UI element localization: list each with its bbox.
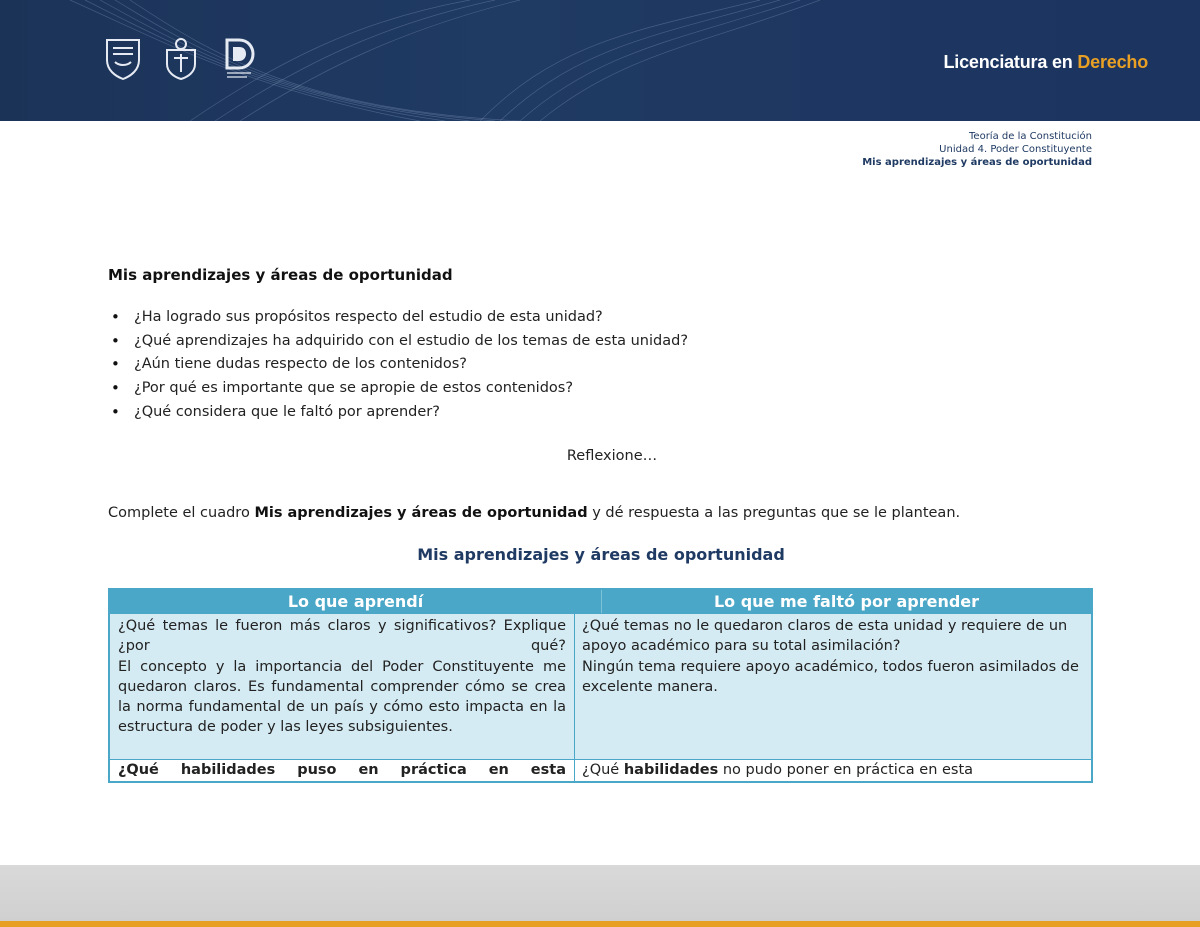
list-item: • ¿Por qué es importante que se apropie de estos contenidos? xyxy=(108,377,688,401)
reflect-text: Reflexione… xyxy=(566,448,658,464)
instruction-paragraph xyxy=(108,505,960,521)
footer-accent-bar xyxy=(0,921,1200,927)
reflect-prompt xyxy=(0,448,1200,464)
table-header-learned: Lo que aprendí xyxy=(110,590,602,613)
learned-question: ¿Qué temas le fueron más claros y significativos? Explique ¿por qué? xyxy=(118,618,566,655)
table-title-text: Mis aprendizajes y áreas de oportunidad xyxy=(417,545,785,564)
program-title xyxy=(944,52,1149,73)
missing-question: ¿Qué temas no le quedaron claros de esta unidad y requiere de un apoyo académico para su total asimilación? xyxy=(582,618,1068,655)
list-item: • ¿Qué considera que le faltó por aprender? xyxy=(108,401,688,425)
program-title-prefix: Licenciatura en xyxy=(943,52,1078,72)
learned-cell xyxy=(110,614,575,759)
reflection-questions-list xyxy=(108,306,688,425)
missing-cell xyxy=(575,614,1091,759)
program-title-accent: Derecho xyxy=(1077,52,1148,72)
learning-table xyxy=(108,588,1093,783)
table-row xyxy=(110,759,1091,781)
fes-crest-logo xyxy=(161,36,201,80)
table-row xyxy=(110,613,1091,759)
learned-answer: El concepto y la importancia del Poder Constituyente me quedaron claros. Es fundamental comprender cómo se crea la norma fundamental de un país y cómo esto impacta en la estructura de poder y las leyes subsiguientes. xyxy=(118,658,566,736)
breadcrumb-course: Teoría de la Constitución xyxy=(969,131,1092,142)
division-educacion-distancia-logo xyxy=(219,36,259,80)
skills-missing-post: no pudo poner en práctica en esta xyxy=(718,762,974,778)
skills-missing-pre: ¿Qué xyxy=(582,762,624,778)
list-item: • ¿Aún tiene dudas respecto de los contenidos? xyxy=(108,353,688,377)
table-header-row xyxy=(110,590,1091,613)
breadcrumb xyxy=(862,130,1092,169)
breadcrumb-unit: Unidad 4. Poder Constituyente xyxy=(939,144,1092,155)
unam-crest-logo xyxy=(103,36,143,80)
table-header-missing: Lo que me faltó por aprender xyxy=(602,590,1091,613)
skills-used-question: ¿Qué habilidades puso en práctica en esta xyxy=(110,760,575,781)
footer-band xyxy=(0,865,1200,927)
list-item: • ¿Ha logrado sus propósitos respecto del estudio de esta unidad? xyxy=(108,306,688,330)
instruction-bold: Mis aprendizajes y áreas de oportunidad xyxy=(254,505,588,521)
skills-missing-bold: habilidades xyxy=(623,762,719,778)
institution-logos xyxy=(103,36,259,80)
missing-answer: Ningún tema requiere apoyo académico, todos fueron asimilados de excelente manera. xyxy=(582,658,1079,695)
section-heading: Mis aprendizajes y áreas de oportunidad xyxy=(108,266,453,284)
skills-missing-question xyxy=(575,760,1091,781)
breadcrumb-section: Mis aprendizajes y áreas de oportunidad xyxy=(862,157,1092,168)
instruction-post: y dé respuesta a las preguntas que se le plantean. xyxy=(587,505,961,521)
list-item: • ¿Qué aprendizajes ha adquirido con el estudio de los temas de esta unidad? xyxy=(108,330,688,354)
instruction-pre: Complete el cuadro xyxy=(108,505,255,521)
table-title xyxy=(0,545,1200,564)
header-banner xyxy=(0,0,1200,121)
